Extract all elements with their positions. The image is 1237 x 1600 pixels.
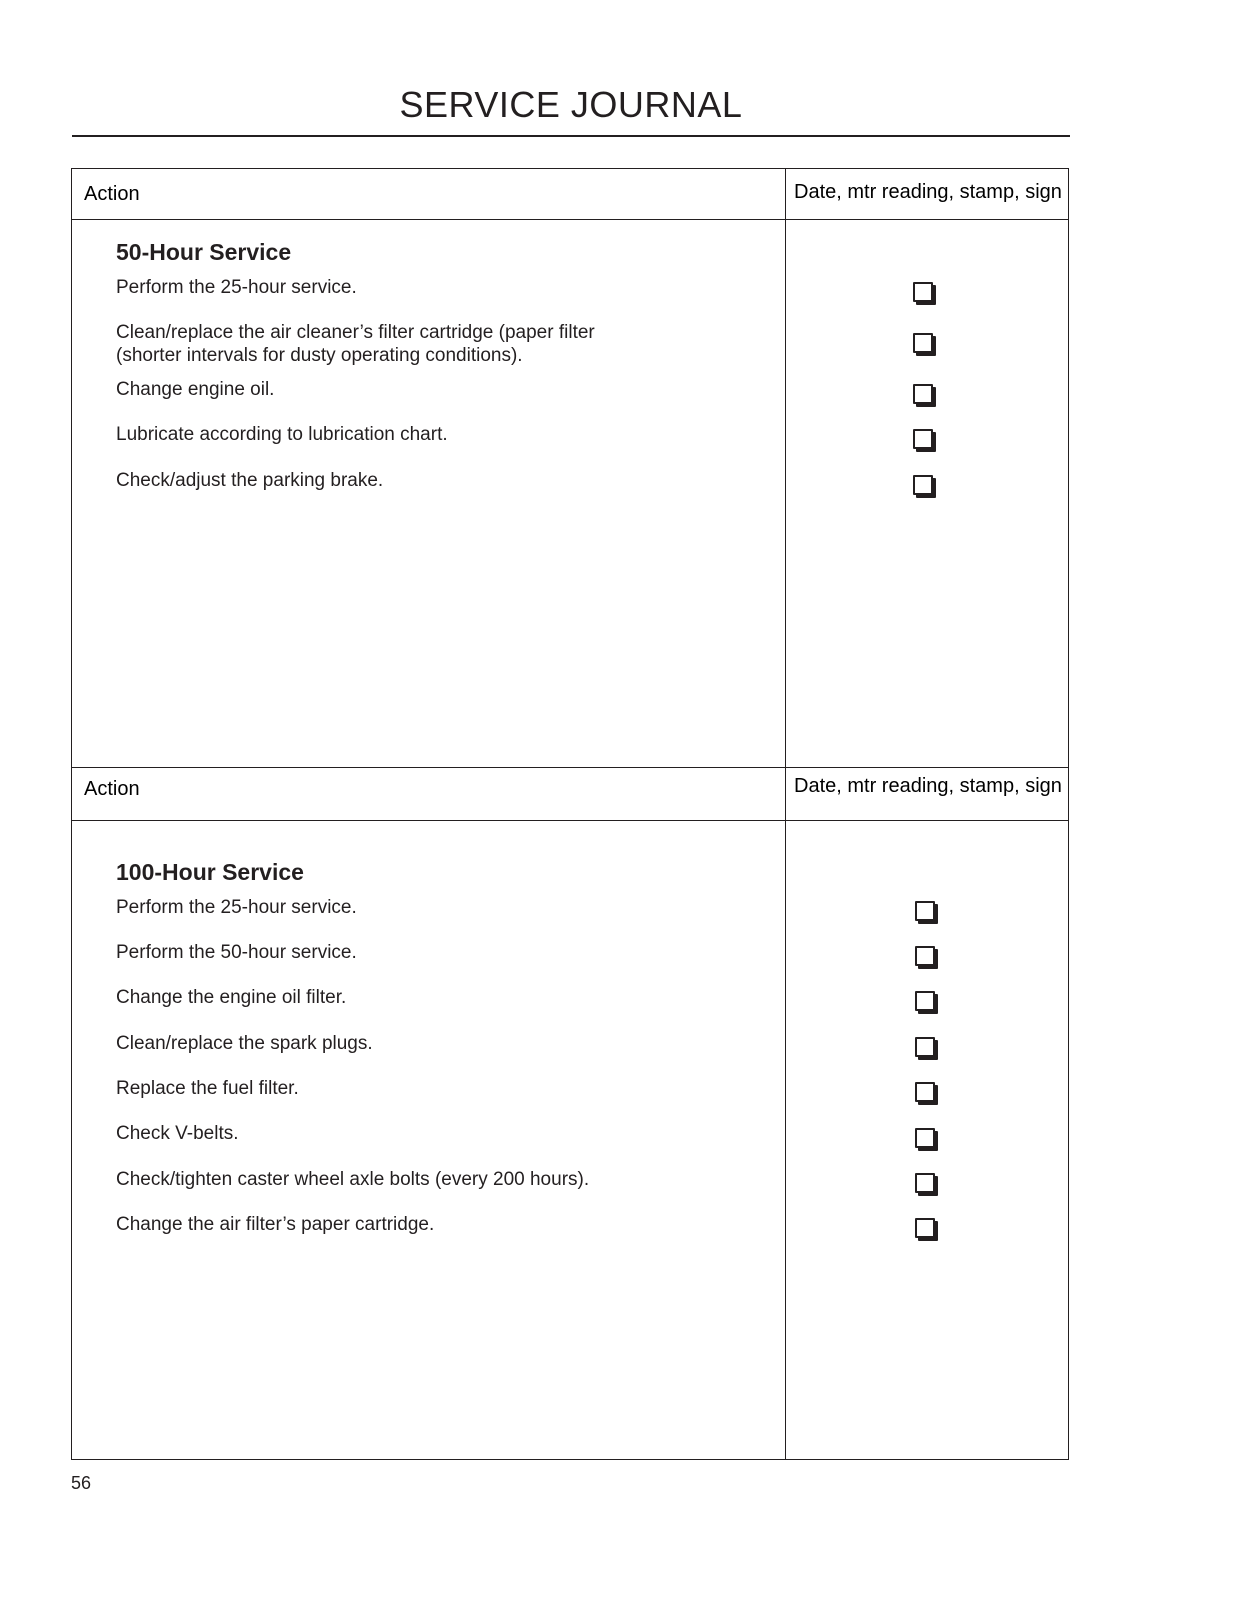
service-journal-table: [71, 168, 1069, 1460]
checkbox[interactable]: [915, 1218, 935, 1238]
task-item: Replace the fuel filter.: [116, 1078, 299, 1099]
checkbox[interactable]: [915, 1128, 935, 1148]
header-divider: [72, 820, 1068, 821]
column-header-date: Date, mtr reading, stamp, sign: [794, 775, 1062, 797]
section-divider: [72, 767, 1068, 768]
header-divider: [72, 219, 1068, 220]
task-item: Perform the 25-hour service.: [116, 897, 357, 918]
checkbox[interactable]: [913, 282, 933, 302]
checkbox[interactable]: [913, 384, 933, 404]
column-header-action: Action: [84, 778, 140, 800]
checkbox[interactable]: [915, 946, 935, 966]
task-item: Change the air filter’s paper cartridge.: [116, 1214, 435, 1235]
checkbox[interactable]: [913, 475, 933, 495]
section-title: 100-Hour Service: [116, 859, 304, 885]
column-header-date: Date, mtr reading, stamp, sign: [794, 181, 1062, 203]
task-item: Perform the 25-hour service.: [116, 277, 357, 298]
task-item: Clean/replace the spark plugs.: [116, 1033, 373, 1054]
column-header-action: Action: [84, 183, 140, 205]
checkbox[interactable]: [915, 991, 935, 1011]
checkbox[interactable]: [915, 1173, 935, 1193]
checkbox[interactable]: [913, 333, 933, 353]
checkbox[interactable]: [913, 429, 933, 449]
title-divider: [72, 135, 1070, 137]
task-item: Clean/replace the air cleaner’s filter cartridge (paper filter (shorter intervals for dusty operating conditions).: [116, 322, 595, 366]
column-divider: [785, 169, 786, 1459]
task-item: Change the engine oil filter.: [116, 987, 347, 1008]
task-item: Perform the 50-hour service.: [116, 942, 357, 963]
section-title: 50-Hour Service: [116, 239, 292, 265]
task-item: Check/tighten caster wheel axle bolts (every 200 hours).: [116, 1169, 590, 1190]
checkbox[interactable]: [915, 901, 935, 921]
checkbox[interactable]: [915, 1037, 935, 1057]
task-item: Check V-belts.: [116, 1123, 239, 1144]
checkbox[interactable]: [915, 1082, 935, 1102]
task-item: Lubricate according to lubrication chart.: [116, 424, 448, 445]
task-item: Check/adjust the parking brake.: [116, 470, 384, 491]
page-title: SERVICE JOURNAL: [399, 84, 743, 125]
task-item: Change engine oil.: [116, 379, 275, 400]
page-number: 56: [71, 1473, 92, 1493]
